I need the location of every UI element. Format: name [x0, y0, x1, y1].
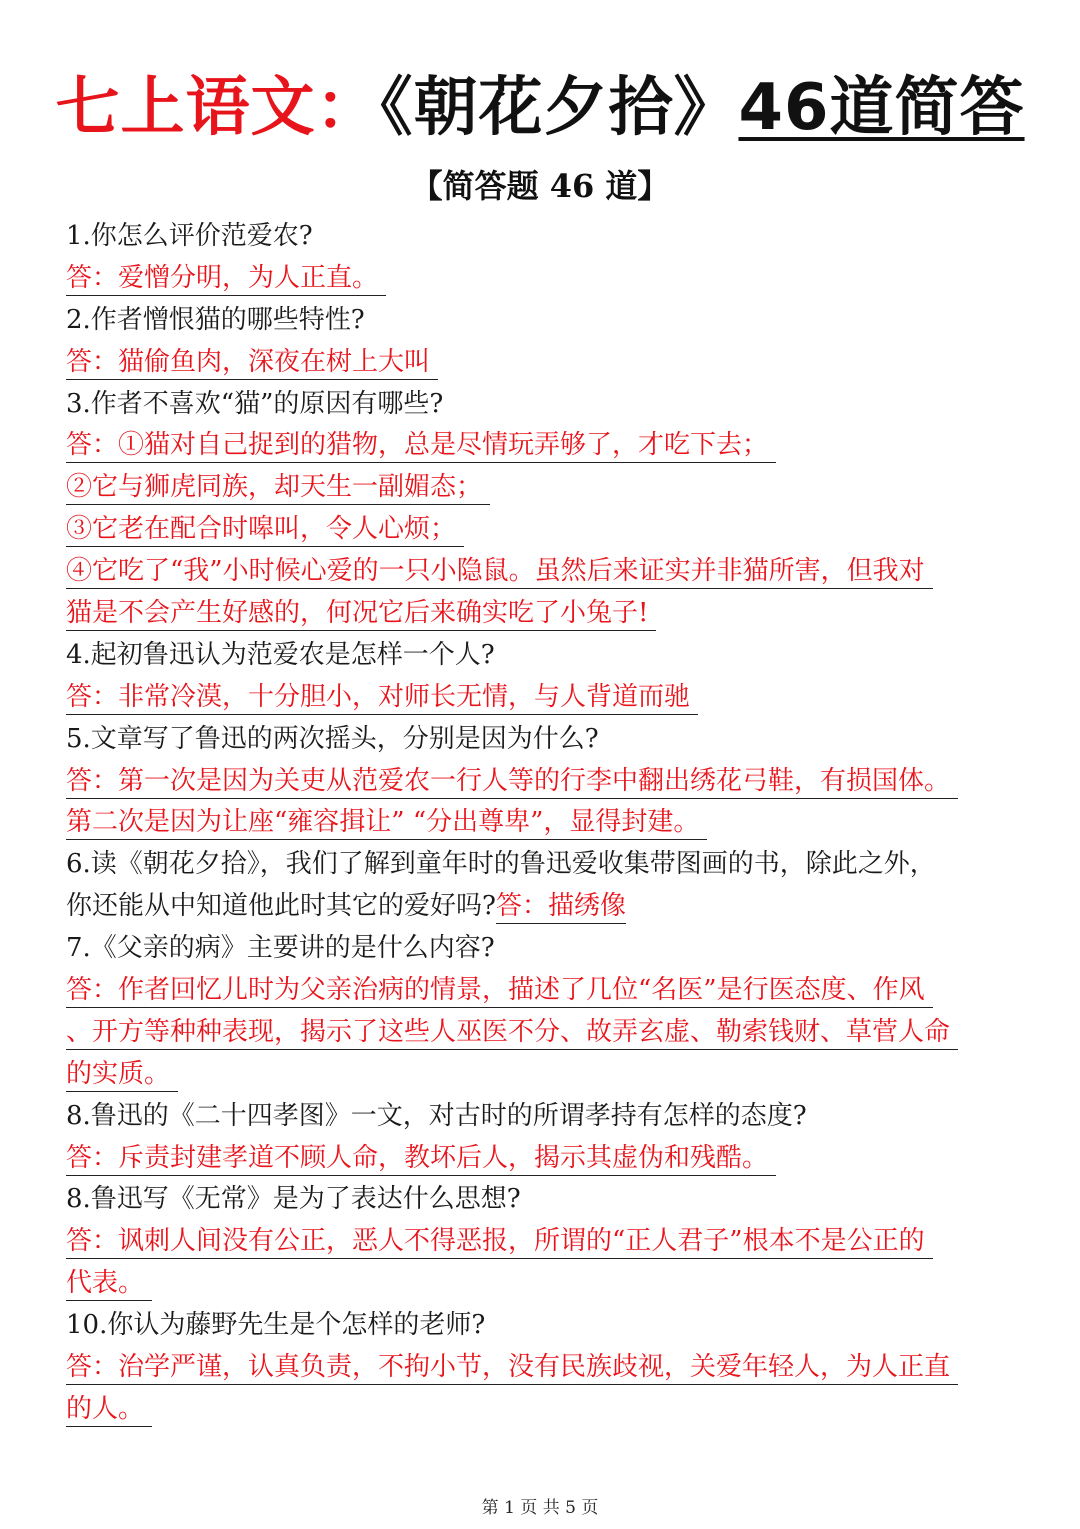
answer-line: ②它与狮虎同族，却天生一副媚态； [66, 467, 1026, 509]
answer-line: 、开方等种种表现，揭示了这些人巫医不分、故弄玄虚、勒索钱财、草菅人命 [66, 1012, 1026, 1054]
question-line: 8.鲁迅写《无常》是为了表达什么思想? [66, 1184, 521, 1215]
question-line: 5.文章写了鲁迅的两次摇头，分别是因为什么? [66, 723, 599, 754]
answer-line: 的实质。 [66, 1054, 1026, 1096]
answer-line: 答：斥责封建孝道不顾人命，教坏后人，揭示其虚伪和残酷。 [66, 1138, 1026, 1180]
answer-line: 答：第一次是因为关吏从范爱农一行人等的行李中翻出绣花弓鞋，有损国体。 [66, 761, 1026, 803]
question-line: 10.你认为藤野先生是个怎样的老师? [66, 1310, 486, 1341]
question-line: 7.《父亲的病》主要讲的是什么内容? [66, 933, 495, 964]
title-subject: 七上语文： [55, 71, 381, 145]
answer-line: 猫是不会产生好感的，何况它后来确实吃了小兔子! [66, 593, 1026, 635]
page-title [0, 62, 1080, 154]
answer-line: ④它吃了“我”小时候心爱的一只小隐鼠。虽然后来证实并非猫所害，但我对 [66, 551, 1026, 593]
answer-line: 答：①猫对自己捉到的猎物，总是尽情玩弄够了，才吃下去； [66, 425, 1026, 467]
answer-line: 答：猫偷鱼肉，深夜在树上大叫 [66, 342, 1026, 384]
question-line: 8.鲁迅的《二十四孝图》一文，对古时的所谓孝持有怎样的态度? [66, 1100, 807, 1131]
question-line: 2.作者憎恨猫的哪些特性? [66, 304, 365, 335]
title-count: 46道简答 [738, 71, 1025, 145]
answer-line: 答：治学严谨，认真负责，不拘小节，没有民族歧视，关爱年轻人，为人正直 [66, 1347, 1026, 1389]
inline-answer: 答：描绣像 [496, 891, 626, 924]
question-line: 6.读《朝花夕拾》，我们了解到童年时的鲁迅爱收集带图画的书，除此之外， [66, 849, 936, 880]
answer-line: 第二次是因为让座“雍容揖让” “分出尊卑”，显得封建。 [66, 802, 1026, 844]
answer-line: ③它老在配合时嗥叫，令人心烦； [66, 509, 1026, 551]
answer-line: 答：爱憎分明，为人正直。 [66, 258, 1026, 300]
answer-line: 代表。 [66, 1263, 1026, 1305]
section-heading: 【简答题 46 道】 [410, 167, 670, 205]
title-book: 《朝花夕拾》 [380, 71, 739, 145]
question-line: 你还能从中知道他此时其它的爱好吗?答：描绣像 [66, 886, 1026, 928]
answer-line: 答：讽刺人间没有公正，恶人不得恶报，所谓的“正人君子”根本不是公正的 [66, 1221, 1026, 1263]
answer-line: 的人。 [66, 1389, 1026, 1431]
question-line: 3.作者不喜欢“猫”的原因有哪些? [66, 388, 444, 419]
answer-line: 答：作者回忆儿时为父亲治病的情景，描述了几位“名医”是行医态度、作风 [66, 970, 1026, 1012]
answer-line: 答：非常冷漠，十分胆小，对师长无情，与人背道而驰 [66, 677, 1026, 719]
question-line: 1.你怎么评价范爱农? [66, 221, 313, 251]
question-line: 4.起初鲁迅认为范爱农是怎样一个人? [66, 639, 495, 670]
qa-list [66, 216, 1026, 1431]
page-number: 第 1 页 共 5 页 [481, 1498, 599, 1518]
